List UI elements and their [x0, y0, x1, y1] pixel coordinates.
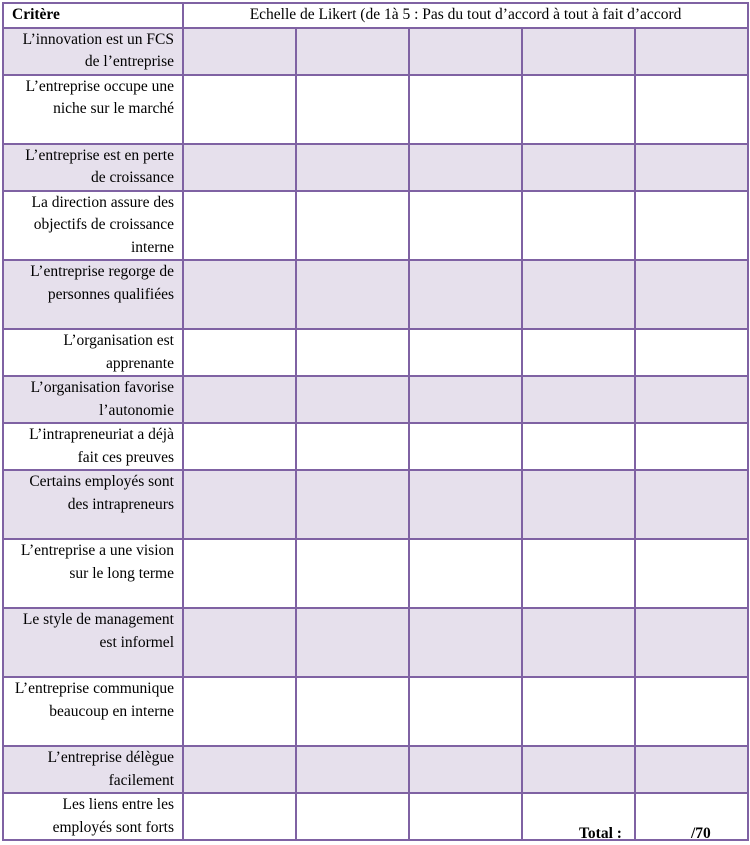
rating-cell-5[interactable] [635, 28, 748, 75]
rating-cell-2[interactable] [296, 28, 409, 75]
rating-cell-2[interactable] [296, 470, 409, 539]
likert-scale-header: Echelle de Likert (de 1à 5 : Pas du tout d’accord à tout à fait d’accord [183, 3, 748, 28]
criterion-row [3, 75, 748, 144]
rating-cell-5[interactable] [635, 423, 748, 470]
rating-cell-5[interactable] [635, 329, 748, 376]
criterion-label: La direction assure des objectifs de croissance interne [3, 191, 183, 261]
rating-cell-4[interactable] [522, 28, 635, 75]
rating-cell-3[interactable] [409, 260, 522, 329]
header-row [3, 3, 748, 28]
rating-cell-2[interactable] [296, 260, 409, 329]
criterion-row [3, 144, 748, 191]
criterion-row [3, 677, 748, 746]
rating-cell-4[interactable] [522, 677, 635, 746]
criterion-label: Le style de management est informel [3, 608, 183, 677]
rating-cell-1[interactable] [183, 608, 296, 677]
rating-cell-1[interactable] [183, 793, 296, 840]
rating-cell-2[interactable] [296, 677, 409, 746]
criterion-label: L’intrapreneuriat a déjà fait ces preuves [3, 423, 183, 470]
rating-cell-4[interactable] [522, 260, 635, 329]
rating-cell-4[interactable] [522, 539, 635, 608]
rating-cell-4[interactable] [522, 470, 635, 539]
rating-cell-4[interactable] [522, 144, 635, 191]
rating-cell-3[interactable] [409, 376, 522, 423]
rating-cell-3[interactable] [409, 539, 522, 608]
criterion-header: Critère [3, 3, 183, 28]
criterion-label: Certains employés sont des intrapreneurs [3, 470, 183, 539]
rating-cell-1[interactable] [183, 329, 296, 376]
criterion-label: L’entreprise occupe une niche sur le marché [3, 75, 183, 144]
total-label: Total : [579, 825, 622, 842]
rating-cell-3[interactable] [409, 608, 522, 677]
rating-cell-3[interactable] [409, 470, 522, 539]
rating-cell-5[interactable] [635, 75, 748, 144]
rating-cell-1[interactable] [183, 539, 296, 608]
total-line [579, 825, 711, 843]
criterion-label: L’entreprise est en perte de croissance [3, 144, 183, 191]
rating-cell-2[interactable] [296, 608, 409, 677]
criterion-label: L’entreprise communique beaucoup en interne [3, 677, 183, 746]
criterion-row [3, 608, 748, 677]
criterion-label: Les liens entre les employés sont forts [3, 793, 183, 840]
rating-cell-5[interactable] [635, 746, 748, 793]
criterion-row [3, 191, 748, 261]
rating-cell-4[interactable] [522, 75, 635, 144]
rating-cell-3[interactable] [409, 423, 522, 470]
criterion-label: L’entreprise délègue facilement [3, 746, 183, 793]
rating-cell-5[interactable] [635, 677, 748, 746]
criterion-row [3, 746, 748, 793]
rating-cell-2[interactable] [296, 75, 409, 144]
criterion-row [3, 539, 748, 608]
rating-cell-3[interactable] [409, 677, 522, 746]
rating-cell-1[interactable] [183, 260, 296, 329]
criterion-label: L’entreprise regorge de personnes qualifiées [3, 260, 183, 329]
rating-cell-1[interactable] [183, 677, 296, 746]
rating-cell-1[interactable] [183, 144, 296, 191]
criterion-row [3, 260, 748, 329]
rating-cell-5[interactable] [635, 144, 748, 191]
rating-cell-4[interactable] [522, 329, 635, 376]
rating-cell-1[interactable] [183, 423, 296, 470]
likert-table [2, 2, 749, 841]
criterion-row [3, 423, 748, 470]
rating-cell-5[interactable] [635, 260, 748, 329]
criterion-row [3, 376, 748, 423]
rating-cell-3[interactable] [409, 28, 522, 75]
rating-cell-3[interactable] [409, 793, 522, 840]
criterion-label: L’organisation est apprenante [3, 329, 183, 376]
rating-cell-1[interactable] [183, 376, 296, 423]
rating-cell-1[interactable] [183, 746, 296, 793]
criterion-label: L’organisation favorise l’autonomie [3, 376, 183, 423]
rating-cell-1[interactable] [183, 470, 296, 539]
rating-cell-2[interactable] [296, 746, 409, 793]
rating-cell-5[interactable] [635, 608, 748, 677]
rating-cell-1[interactable] [183, 191, 296, 261]
criterion-label: L’entreprise a une vision sur le long terme [3, 539, 183, 608]
criterion-label: L’innovation est un FCS de l’entreprise [3, 28, 183, 75]
rating-cell-2[interactable] [296, 539, 409, 608]
rating-cell-1[interactable] [183, 75, 296, 144]
criterion-row [3, 470, 748, 539]
rating-cell-5[interactable] [635, 539, 748, 608]
rating-cell-4[interactable] [522, 746, 635, 793]
rating-cell-3[interactable] [409, 329, 522, 376]
rating-cell-5[interactable] [635, 470, 748, 539]
rating-cell-3[interactable] [409, 746, 522, 793]
rating-cell-4[interactable] [522, 423, 635, 470]
rating-cell-2[interactable] [296, 329, 409, 376]
rating-cell-2[interactable] [296, 423, 409, 470]
rating-cell-4[interactable] [522, 376, 635, 423]
criterion-row [3, 329, 748, 376]
rating-cell-3[interactable] [409, 191, 522, 261]
rating-cell-5[interactable] [635, 376, 748, 423]
rating-cell-2[interactable] [296, 376, 409, 423]
rating-cell-3[interactable] [409, 75, 522, 144]
rating-cell-4[interactable] [522, 191, 635, 261]
rating-cell-1[interactable] [183, 28, 296, 75]
rating-cell-3[interactable] [409, 144, 522, 191]
rating-cell-2[interactable] [296, 144, 409, 191]
total-value: /70 [691, 825, 711, 842]
rating-cell-2[interactable] [296, 191, 409, 261]
rating-cell-5[interactable] [635, 191, 748, 261]
rating-cell-2[interactable] [296, 793, 409, 840]
rating-cell-4[interactable] [522, 608, 635, 677]
criterion-row [3, 28, 748, 75]
